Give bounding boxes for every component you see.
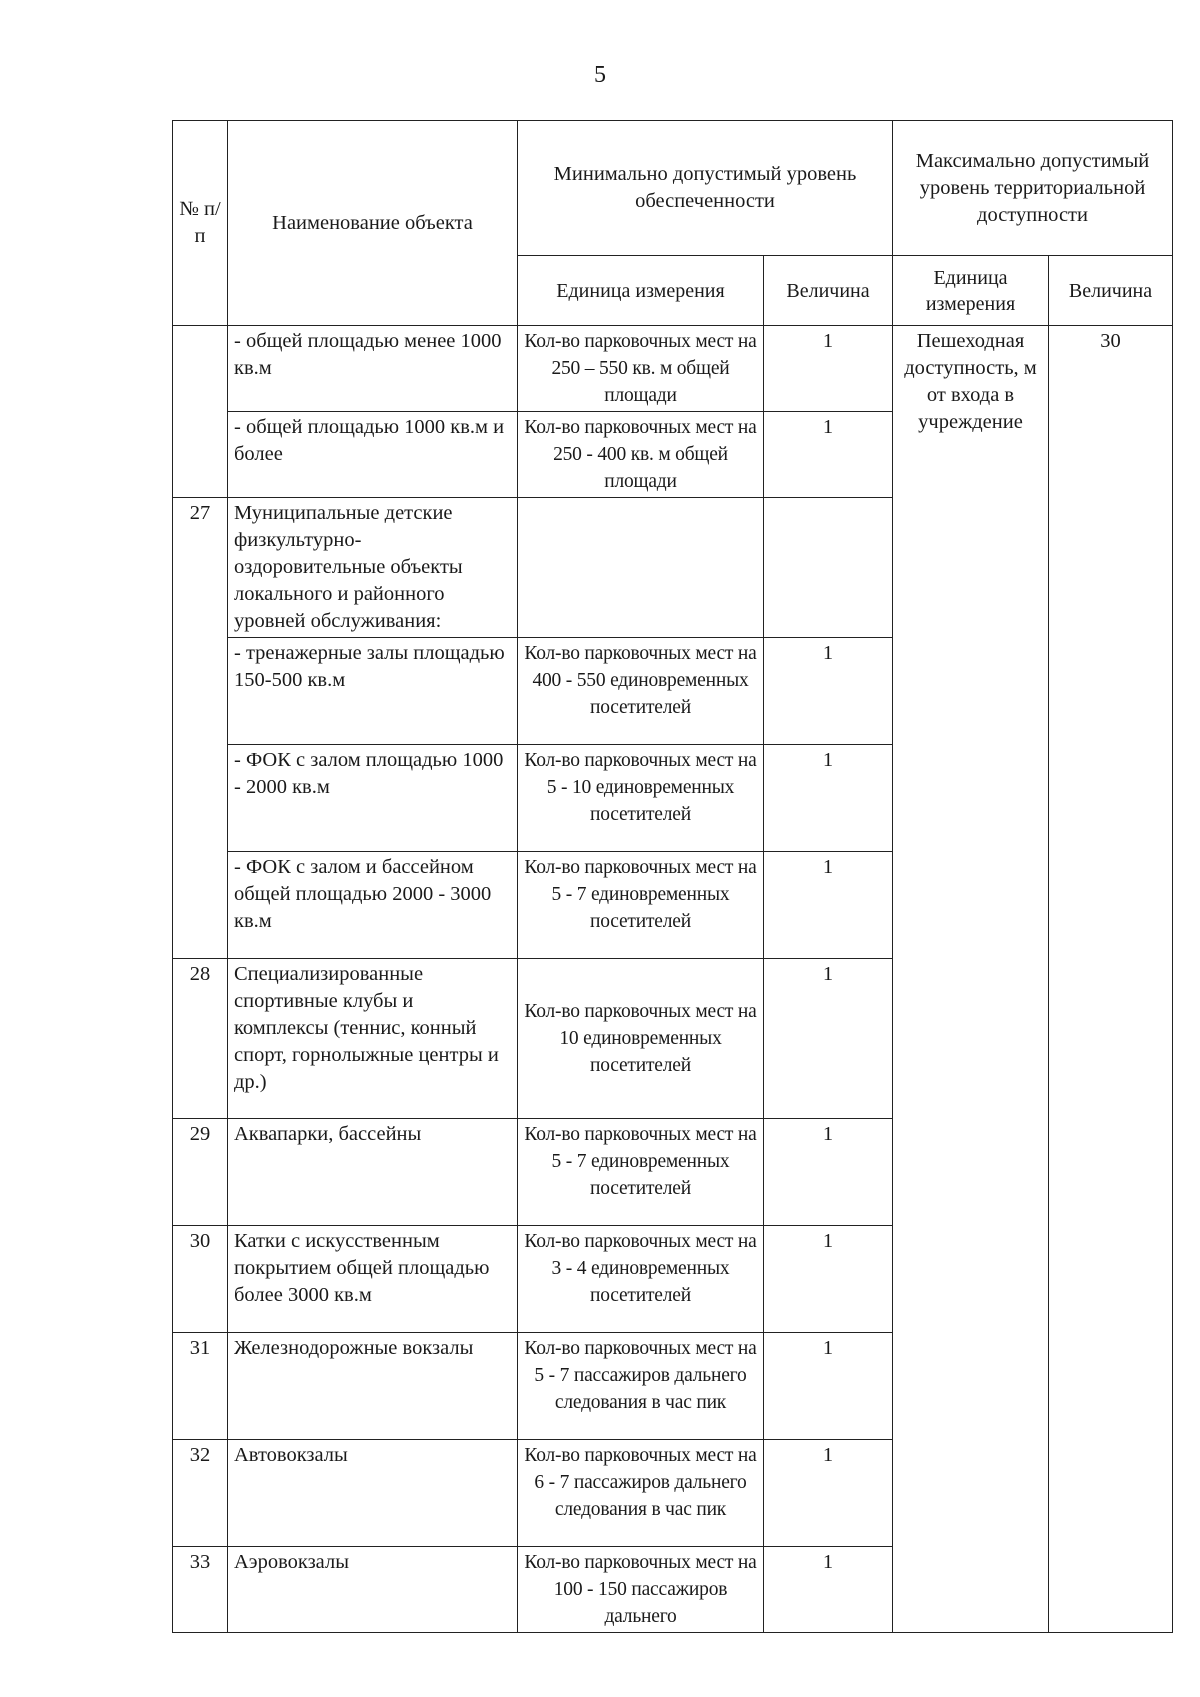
- row-unit: Кол-во парковочных мест на 5 - 7 единовременных посетителей: [518, 852, 764, 959]
- row-value: 1: [764, 1547, 893, 1633]
- row-num: 27: [173, 498, 228, 959]
- row-num: 31: [173, 1333, 228, 1440]
- header-max-group: Максимально допустимый уровень территориальной доступности: [893, 121, 1173, 256]
- access-unit: Пешеходная доступность, м от входа в учреждение: [893, 326, 1049, 1633]
- header-value: Величина: [764, 256, 893, 326]
- row-value: 1: [764, 412, 893, 498]
- row-name: Аэровокзалы: [228, 1547, 518, 1633]
- row-name: Муниципальные детские физкультурно-оздоровительные объекты локального и районного уровней обслуживания:: [228, 498, 518, 638]
- row-name: - общей площадью менее 1000 кв.м: [228, 326, 518, 412]
- row-unit: Кол-во парковочных мест на 5 - 10 единовременных посетителей: [518, 745, 764, 852]
- row-value: 1: [764, 1333, 893, 1440]
- row-value: 1: [764, 1226, 893, 1333]
- row-unit: Кол-во парковочных мест на 3 - 4 единовременных посетителей: [518, 1226, 764, 1333]
- table-row: [173, 326, 1173, 412]
- row-unit: Кол-во парковочных мест на 400 - 550 единовременных посетителей: [518, 638, 764, 745]
- header-unit: Единица измерения: [518, 256, 764, 326]
- row-unit: Кол-во парковочных мест на 10 единовременных посетителей: [518, 959, 764, 1119]
- row-value: 1: [764, 1440, 893, 1547]
- access-value: 30: [1049, 326, 1173, 1633]
- row-value: 1: [764, 959, 893, 1119]
- row-name: - ФОК с залом площадью 1000 - 2000 кв.м: [228, 745, 518, 852]
- row-value: 1: [764, 852, 893, 959]
- row-value: 1: [764, 638, 893, 745]
- row-unit: Кол-во парковочных мест на 5 - 7 единовременных посетителей: [518, 1119, 764, 1226]
- row-num: 29: [173, 1119, 228, 1226]
- row-name: Аквапарки, бассейны: [228, 1119, 518, 1226]
- row-unit: Кол-во парковочных мест на 6 - 7 пассажиров дальнего следования в час пик: [518, 1440, 764, 1547]
- row-name: Специализированные спортивные клубы и комплексы (теннис, конный спорт, горнолыжные центры и др.): [228, 959, 518, 1119]
- header-row-1: [173, 121, 1173, 256]
- row-name: - ФОК с залом и бассейном общей площадью 2000 - 3000 кв.м: [228, 852, 518, 959]
- row-value: [764, 498, 893, 638]
- row-num: 30: [173, 1226, 228, 1333]
- row-num: [173, 326, 228, 498]
- header-name: Наименование объекта: [228, 121, 518, 326]
- row-unit: Кол-во парковочных мест на 5 - 7 пассажиров дальнего следования в час пик: [518, 1333, 764, 1440]
- row-name: - общей площадью 1000 кв.м и более: [228, 412, 518, 498]
- row-name: Железнодорожные вокзалы: [228, 1333, 518, 1440]
- row-num: 32: [173, 1440, 228, 1547]
- page-number: 5: [594, 62, 606, 88]
- parking-norms-table: [172, 120, 1173, 1633]
- header-unit-2: Единица измерения: [893, 256, 1049, 326]
- row-name: Катки с искусственным покрытием общей площадью более 3000 кв.м: [228, 1226, 518, 1333]
- row-unit: [518, 498, 764, 638]
- row-value: 1: [764, 1119, 893, 1226]
- row-value: 1: [764, 745, 893, 852]
- header-value-2: Величина: [1049, 256, 1173, 326]
- row-unit: Кол-во парковочных мест на 250 – 550 кв. м общей площади: [518, 326, 764, 412]
- header-min-group: Минимально допустимый уровень обеспеченности: [518, 121, 893, 256]
- row-num: 28: [173, 959, 228, 1119]
- row-name: Автовокзалы: [228, 1440, 518, 1547]
- header-num: № п/п: [173, 121, 228, 326]
- row-value: 1: [764, 326, 893, 412]
- row-unit: Кол-во парковочных мест на 250 - 400 кв. м общей площади: [518, 412, 764, 498]
- row-name: - тренажерные залы площадью 150-500 кв.м: [228, 638, 518, 745]
- row-unit: Кол-во парковочных мест на 100 - 150 пассажиров дальнего: [518, 1547, 764, 1633]
- row-num: 33: [173, 1547, 228, 1633]
